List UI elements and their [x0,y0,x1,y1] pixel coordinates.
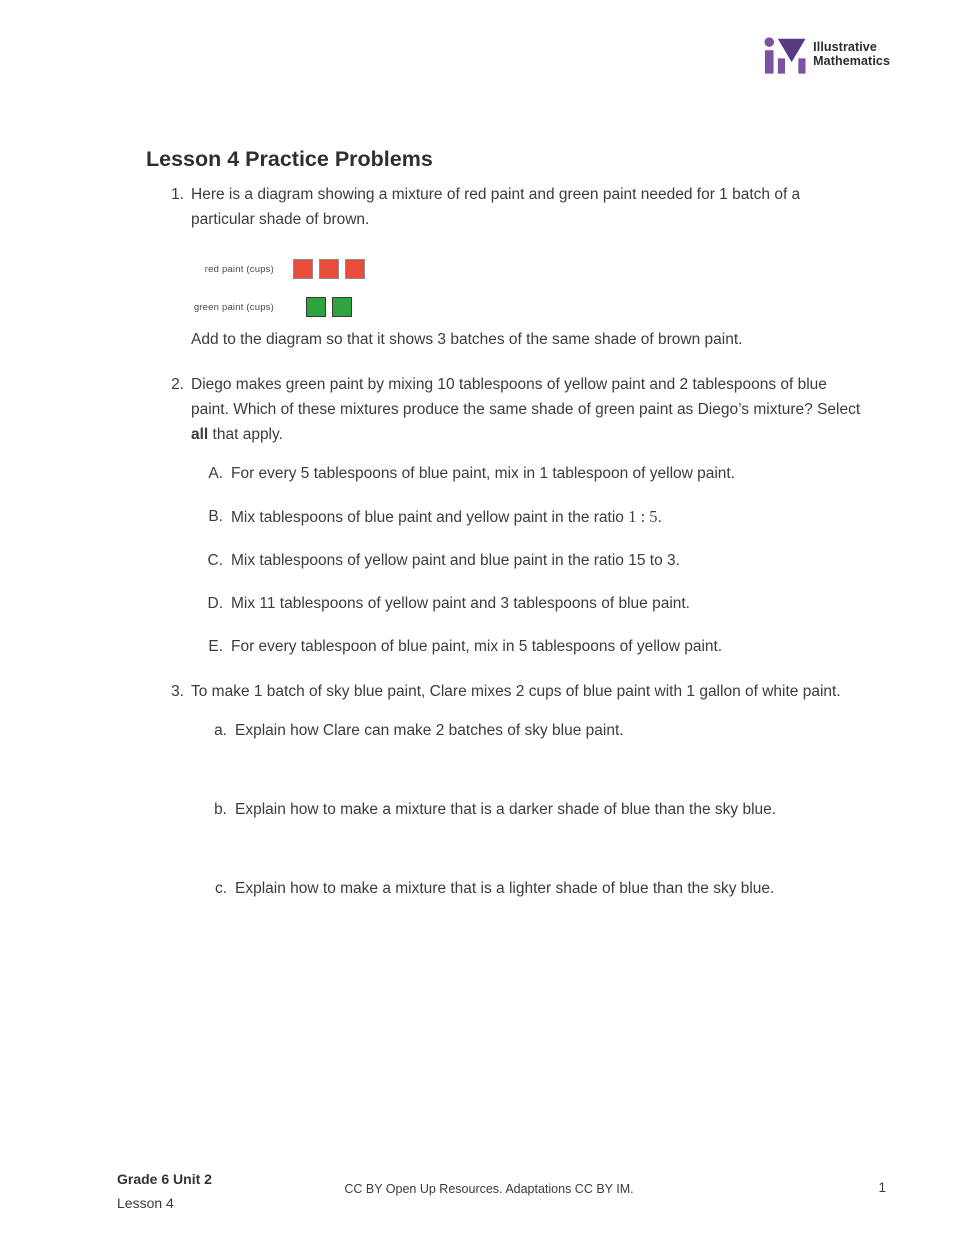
ratio-math-expression: 1 : 5 [628,507,658,526]
subpart-c-letter: c. [214,880,227,897]
footer-lesson: Lesson 4 [117,1195,174,1211]
choice-c-letter: C. [207,552,223,569]
choice-a [191,461,868,486]
problem-1-followup: Add to the diagram so that it shows 3 batches of the same shade of brown paint. [191,331,743,348]
subpart-a-text: Explain how Clare can make 2 batches of sky blue paint. [235,722,624,739]
problem-3-text: To make 1 batch of sky blue paint, Clare mixes 2 cups of blue paint with 1 gallon of white paint. [191,683,841,700]
choice-b-text-start: Mix tablespoons of blue paint and yellow paint in the ratio [231,509,629,526]
im-logo-icon [764,37,806,74]
paint-square-group [293,297,365,317]
subpart-b-text: Explain how to make a mixture that is a darker shade of blue than the sky blue. [235,801,777,818]
problem-3-number: 3. [171,683,184,700]
diagram-row-label: green paint (cups) [193,301,274,313]
paint-square-group [293,259,365,279]
page-title: Lesson 4 Practice Problems [146,147,433,171]
paint-square [345,259,365,279]
paint-square [332,297,352,317]
choice-b-letter: B. [208,508,223,525]
choice-e [191,634,868,659]
footer-unit: Grade 6 Unit 2 [117,1171,212,1187]
choice-d-text: Mix 11 tablespoons of yellow paint and 3 tablespoons of blue paint. [231,595,690,612]
choice-e-letter: E. [208,638,223,655]
logo-brand-line2: Mathematics [813,53,890,68]
problem-2-bold-word: all [191,426,209,443]
paint-square [293,259,313,279]
paint-tape-diagram [191,259,868,317]
footer-license: CC BY Open Up Resources. Adaptations CC BY IM. [344,1182,634,1196]
choice-b [191,504,868,530]
paint-square [319,259,339,279]
choice-e-text: For every tablespoon of blue paint, mix in 5 tablespoons of yellow paint. [231,638,723,655]
choice-c-text: Mix tablespoons of yellow paint and blue paint in the ratio 15 to 3. [231,552,680,569]
subpart-a-letter: a. [214,722,227,739]
diagram-row-label: red paint (cups) [204,263,274,275]
logo-wordmark [813,37,890,68]
document-content [146,146,868,901]
diagram-row [191,297,868,317]
choice-b-text [223,504,662,530]
choice-d [191,591,868,616]
problem-2-number: 2. [171,376,184,393]
choice-d-letter: D. [207,595,223,612]
choice-c [191,548,868,573]
answer-choices [191,461,868,659]
problem-2-text [191,372,868,447]
problem-1-text: Here is a diagram showing a mixture of red paint and green paint needed for 1 batch of a particular shade of brown. [191,186,801,228]
diagram-row [191,259,868,279]
logo-brand-line1: Illustrative [813,40,877,54]
paint-square [306,297,326,317]
subpart-c [191,876,868,901]
choice-b-text-end: . [657,509,662,526]
illustrative-mathematics-logo [764,37,890,74]
choice-a-text: For every 5 tablespoons of blue paint, mix in 1 tablespoon of yellow paint. [231,465,736,482]
problem-2-text-start: Diego makes green paint by mixing 10 tablespoons of yellow paint and 2 tablespoons of blue paint. Which of these mixtures produce the same shade of green paint as Diego’s mixture? Select [191,376,861,418]
subpart-a [191,718,868,743]
problem-3 [146,679,868,901]
footer-page-number: 1 [878,1180,886,1195]
problem-1 [146,182,868,352]
problem-2-text-end: that apply. [208,426,283,443]
subpart-c-text: Explain how to make a mixture that is a lighter shade of blue than the sky blue. [235,880,775,897]
problem-3-subparts [191,718,868,901]
problem-1-number: 1. [171,186,184,203]
subpart-b [191,797,868,822]
problem-2 [146,372,868,659]
choice-a-letter: A. [208,465,223,482]
subpart-b-letter: b. [214,801,227,818]
